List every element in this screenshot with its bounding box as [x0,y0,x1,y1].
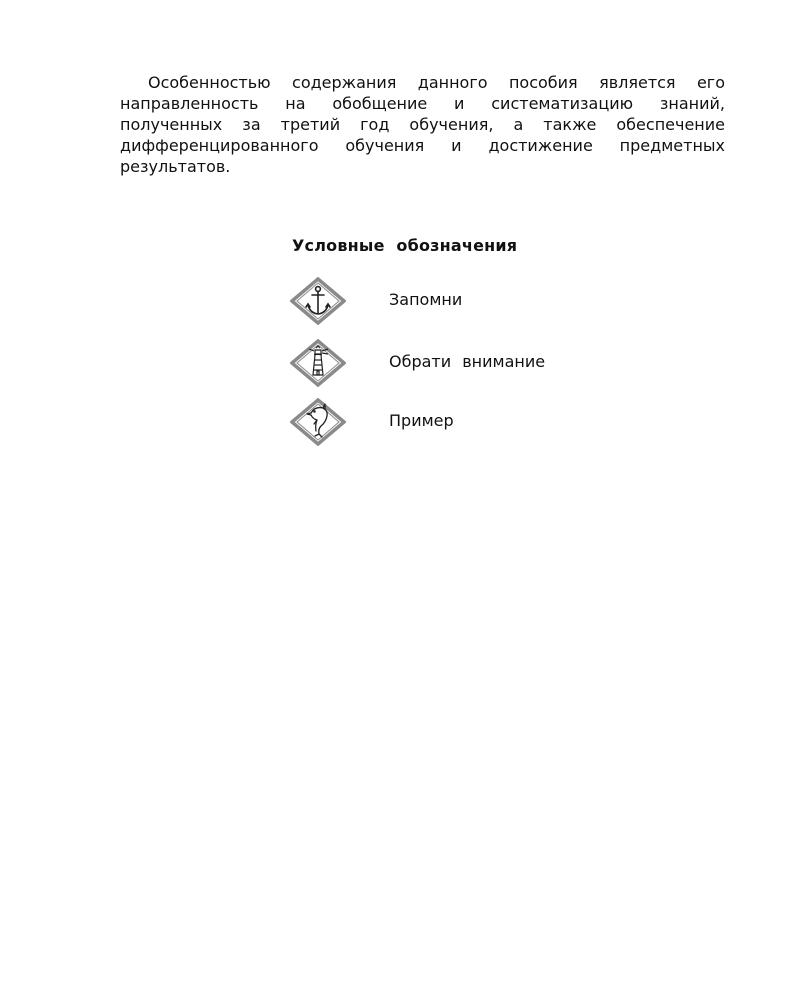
anchor-icon [290,277,346,325]
legend-label-attention: Обрати внимание [389,352,546,371]
dolphin-icon [290,398,346,446]
legend-item-attention [290,339,610,387]
intro-paragraph: Особенностью содержания данного пособия является его направленность на обобщение и систематизацию знаний, полученных за третий год обучения, а также обеспечение дифференцированного обучения и достижение предметных результатов. [120,73,725,176]
legend-item-remember [290,277,610,325]
lighthouse-icon [290,339,346,387]
legend-label-remember: Запомни [389,290,463,309]
legend-title: Условные обозначения [292,236,518,255]
legend-item-example [290,398,610,446]
legend-label-example: Пример [389,411,454,430]
